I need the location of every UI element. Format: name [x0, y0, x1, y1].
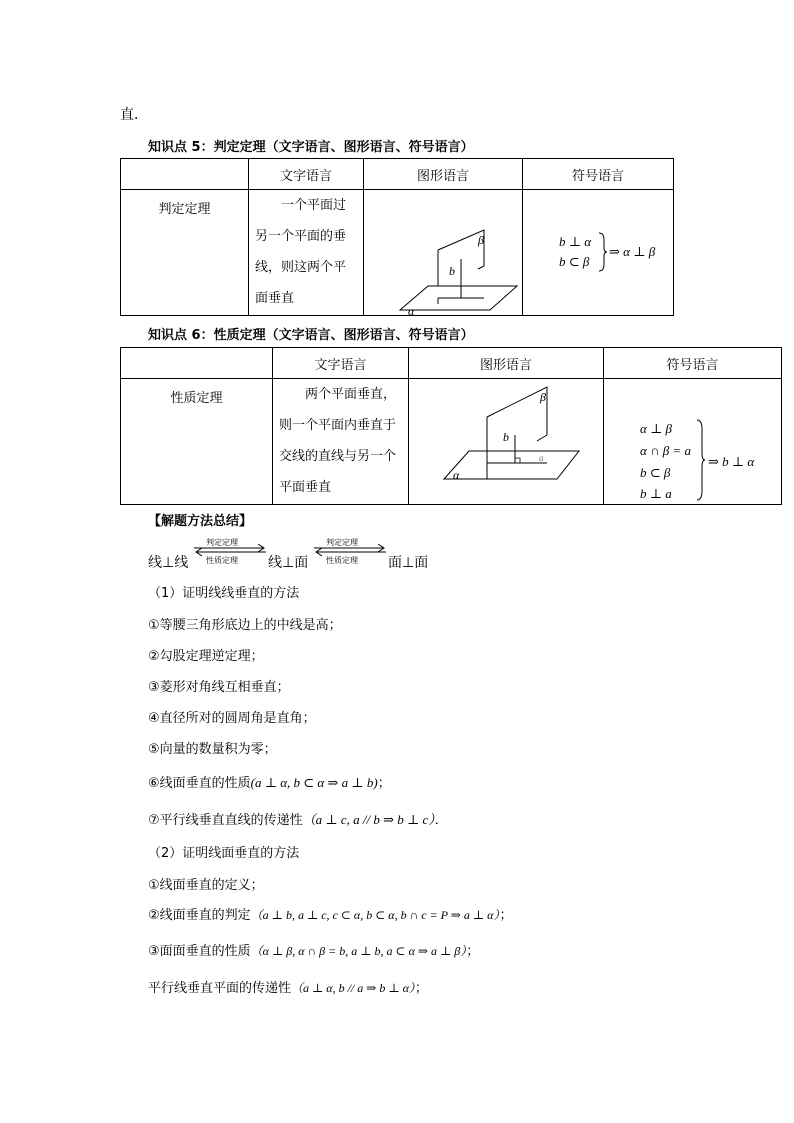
flow-node-line-plane: 线⊥面 — [268, 555, 309, 571]
kp5-table — [120, 158, 674, 316]
kp6-row-label: 性质定理 — [121, 379, 273, 505]
kp5-label-b: b — [449, 264, 455, 278]
section2-item-4-text: 平行线垂直平面的传递性 — [148, 981, 292, 996]
section2-item-1: ①线面垂直的定义； — [148, 878, 264, 893]
kp6-symbol-line4: b ⊥ a — [640, 486, 672, 501]
flow-arrow1-backward-label: 性质定理 — [206, 556, 238, 565]
section1-item-6-math: (a ⊥ α, b ⊂ α ⇒ a ⊥ b) — [250, 775, 378, 790]
section1-item-4: ④直径所对的圆周角是直角； — [148, 711, 316, 726]
kp5-header-text: 文字语言 — [249, 159, 364, 190]
kp6-text-cell — [273, 379, 409, 505]
section1-item-7-text: ⑦平行线垂直直线的传递性 — [148, 813, 303, 828]
kp5-header-blank — [121, 159, 249, 190]
section2-item-3-text: ③面面垂直的性质 — [148, 944, 251, 959]
section1-item-2: ②勾股定理逆定理； — [148, 649, 264, 664]
kp6-table — [120, 347, 782, 505]
flow-arrow1-forward-label: 判定定理 — [206, 538, 238, 547]
flow-arrow2-backward-label: 性质定理 — [326, 556, 358, 565]
section1-item-7 — [148, 809, 448, 828]
kp6-label-beta: β — [540, 390, 546, 404]
section2-item-2 — [148, 904, 512, 923]
kp6-brace — [696, 419, 706, 501]
section2-item-2-end: ； — [499, 908, 513, 923]
kp5-row-label: 判定定理 — [121, 190, 249, 316]
kp5-figure-cell — [364, 190, 523, 316]
kp5-symbol-result: ⇒ α ⊥ β — [609, 244, 656, 259]
section1-item-5: ⑤向量的数量积为零； — [148, 742, 277, 757]
section1-item-6-end: ； — [377, 776, 391, 791]
section2-item-4 — [148, 977, 428, 996]
kp6-text: 两个平面垂直，则一个平面内垂直于交线的直线与另一个平面垂直 — [279, 387, 397, 495]
kp5-title: 知识点 5：判定定理（文字语言、图形语言、符号语言） — [148, 140, 474, 155]
kp5-symbol-cell — [523, 190, 674, 316]
kp6-label-a: a — [539, 453, 544, 463]
kp6-header-text: 文字语言 — [273, 348, 409, 379]
kp5-label-alpha: α — [408, 304, 415, 316]
section1-item-6-text: ⑥线面垂直的性质 — [148, 776, 251, 791]
kp6-symbol-cell — [604, 379, 782, 505]
section1-item-7-end: ． — [434, 813, 448, 828]
section1-item-7-math: （a ⊥ c, a // b ⇒ b ⊥ c） — [302, 812, 435, 827]
kp5-label-beta: β — [478, 233, 484, 247]
kp6-symbol-result: ⇒ b ⊥ α — [708, 454, 755, 469]
flow-node-plane-plane: 面⊥面 — [388, 555, 429, 571]
kp6-header-blank — [121, 348, 273, 379]
kp6-header-figure: 图形语言 — [409, 348, 604, 379]
kp6-plane-figure — [409, 379, 602, 505]
kp5-symbol-line1: b ⊥ α — [559, 234, 592, 249]
kp6-title: 知识点 6：性质定理（文字语言、图形语言、符号语言） — [148, 328, 474, 343]
kp6-label-alpha: α — [453, 468, 460, 482]
kp5-header-symbol: 符号语言 — [523, 159, 674, 190]
kp6-figure-cell — [409, 379, 604, 505]
flow-node-line-line: 线⊥线 — [148, 555, 189, 571]
continued-text: 直． — [120, 107, 148, 123]
section2-item-3-math: （α ⊥ β, α ∩ β = b, a ⊥ b, a ⊂ α ⇒ a ⊥ β） — [250, 944, 467, 958]
kp5-text-cell — [249, 190, 364, 316]
kp6-symbol-line2: α ∩ β = a — [640, 443, 691, 458]
section2-item-3-end: ； — [466, 944, 480, 959]
kp6-symbol-line1: α ⊥ β — [640, 421, 673, 436]
section2-item-4-end: ； — [414, 981, 428, 996]
kp5-plane-figure — [364, 190, 521, 316]
kp5-text: 一个平面过另一个平面的垂线，则这两个平面垂直 — [255, 198, 347, 306]
section2-item-2-text: ②线面垂直的判定 — [148, 908, 251, 923]
section2-item-3 — [148, 940, 479, 959]
section1-item-1: ①等腰三角形底边上的中线是高； — [148, 618, 342, 633]
summary-title: 【解题方法总结】 — [148, 514, 253, 529]
kp6-header-symbol: 符号语言 — [604, 348, 782, 379]
section2-item-2-math: （a ⊥ b, a ⊥ c, c ⊂ α, b ⊂ α, b ∩ c = P ⇒ a ⊥ α） — [250, 908, 500, 922]
kp6-symbol-line3: b ⊂ β — [640, 465, 671, 480]
section2-item-4-math: （a ⊥ α, b // a ⇒ b ⊥ α） — [291, 981, 415, 995]
section1-title: （1）证明线线垂直的方法 — [148, 586, 300, 601]
kp5-symbol-line2: b ⊂ β — [559, 254, 590, 269]
kp6-label-b: b — [503, 430, 509, 444]
section2-title: （2）证明线面垂直的方法 — [148, 846, 300, 861]
kp5-header-figure: 图形语言 — [364, 159, 523, 190]
flow-arrow2-forward-label: 判定定理 — [326, 538, 358, 547]
kp5-brace — [598, 232, 608, 272]
section1-item-3: ③菱形对角线互相垂直； — [148, 680, 290, 695]
section1-item-6 — [148, 772, 391, 791]
